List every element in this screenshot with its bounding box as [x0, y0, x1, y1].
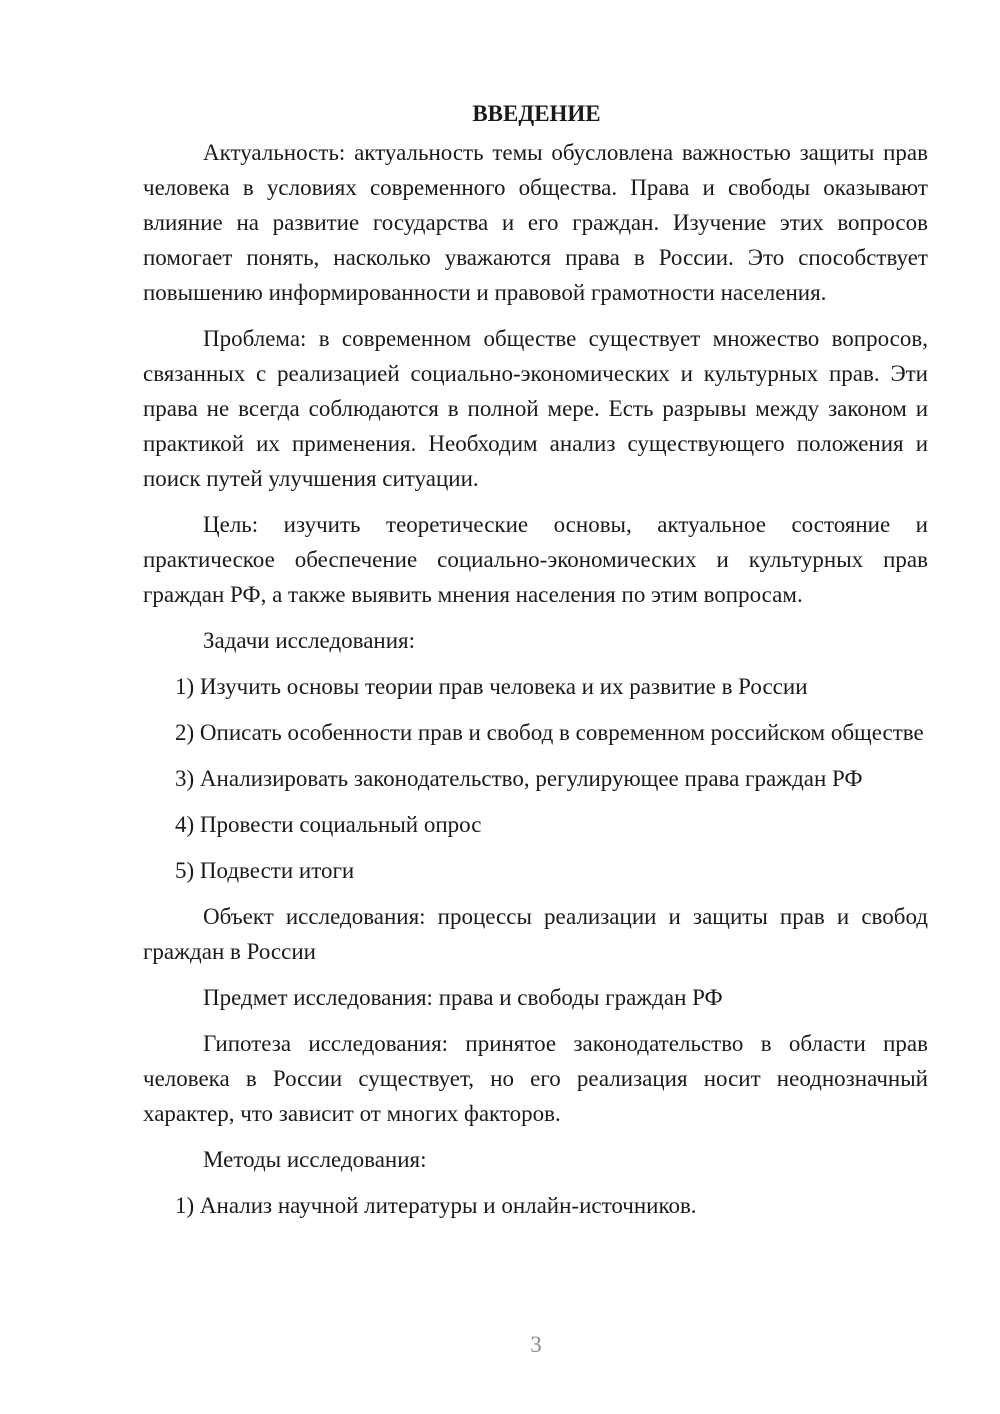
goal-paragraph: Цель: изучить теоретические основы, актуальное состояние и практическое обеспечение социально-экономических и культурных прав граждан РФ, а также выявить мнения населения по этим вопросам.: [143, 512, 928, 607]
tasks-title: Задачи исследования:: [203, 628, 416, 653]
document-page: [143, 96, 928, 1234]
method-item: 1) Анализ научной литературы и онлайн-источников.: [175, 1193, 697, 1218]
task-item: 3) Анализировать законодательство, регулирующее права граждан РФ: [175, 766, 863, 791]
task-item: 1) Изучить основы теории прав человека и их развитие в России: [175, 674, 808, 699]
section-heading: ВВЕДЕНИЕ: [472, 101, 601, 126]
relevance-paragraph: Актуальность: актуальность темы обусловлена важностью защиты прав человека в условиях современного общества. Права и свободы оказывают влияние на развитие государства и его граждан. Изучение этих вопросов помогает понять, насколько уважаются права в России. Это способствует повышению информированности и правовой грамотности населения.: [143, 140, 928, 305]
task-item: 4) Провести социальный опрос: [175, 812, 482, 837]
problem-paragraph: Проблема: в современном обществе существует множество вопросов, связанных с реализацией социально-экономических и культурных прав. Эти права не всегда соблюдаются в полной мере. Есть разрывы между законом и практикой их применения. Необходим анализ существующего положения и поиск путей улучшения ситуации.: [143, 326, 928, 491]
subject-paragraph: Предмет исследования: права и свободы граждан РФ: [203, 985, 723, 1010]
hypothesis-paragraph: Гипотеза исследования: принятое законодательство в области прав человека в России существует, но его реализация носит неоднозначный характер, что зависит от многих факторов.: [143, 1031, 928, 1126]
task-item: 5) Подвести итоги: [175, 858, 355, 883]
object-paragraph: Объект исследования: процессы реализации и защиты прав и свобод граждан в России: [143, 904, 928, 964]
task-item: 2) Описать особенности прав и свобод в современном российском обществе: [175, 720, 924, 745]
page-number: 3: [530, 1332, 542, 1357]
methods-title: Методы исследования:: [203, 1147, 427, 1172]
